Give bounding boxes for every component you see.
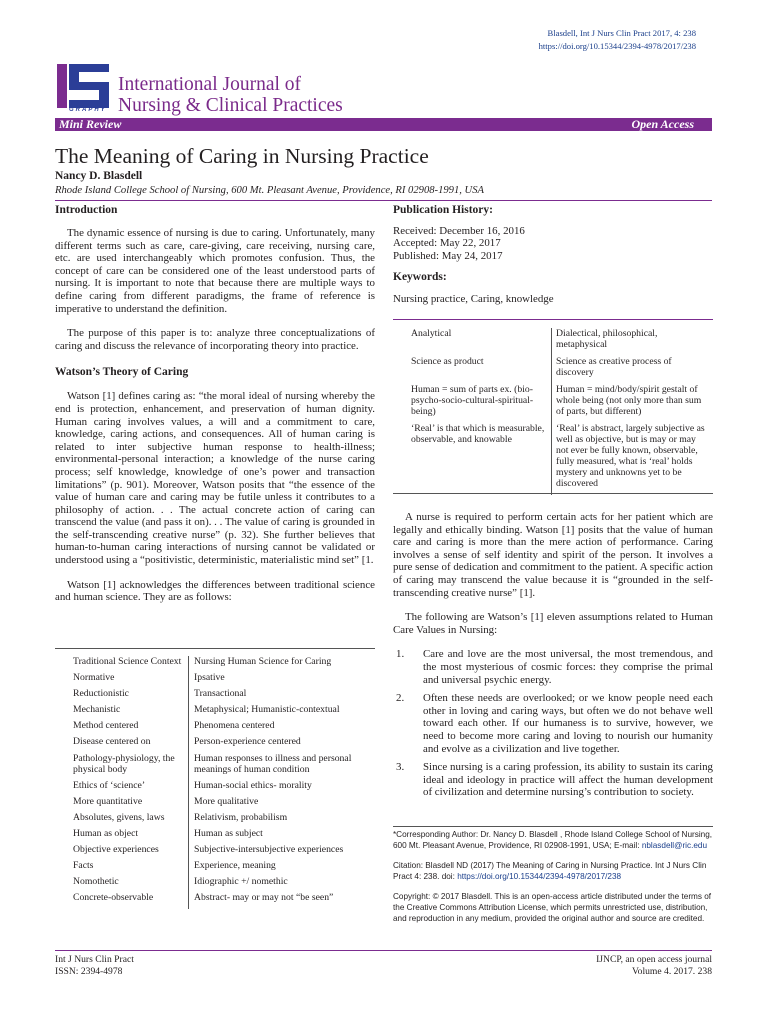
table-cell: Concrete-observable xyxy=(73,892,154,904)
list-item xyxy=(393,692,713,755)
citation-text: Citation: Blasdell ND (2017) The Meaning of Caring in Nursing Practice. Int J Nurs Clin Pract 4: 238. doi: xyxy=(393,861,707,881)
table-row xyxy=(393,328,713,356)
keywords-text: Nursing practice, Caring, knowledge xyxy=(393,292,554,305)
corresponding-author xyxy=(393,829,713,851)
table-cell: ‘Real’ is abstract, largely subjective as well as objective, but is may or may not ever be fully known, observable, fully measured, what is ‘real’ holds mystery and unknowns yet to be discovered xyxy=(552,423,714,495)
table-row xyxy=(55,736,375,752)
author-affiliation: Rhode Island College School of Nursing, 600 Mt. Pleasant Avenue, Providence, RI 02908-1991, USA xyxy=(55,185,484,196)
table-cell: Science as creative process of discovery xyxy=(552,356,714,384)
corresponding-author-text: *Corresponding Author: Dr. Nancy D. Blasdell , Rhode Island College School of Nursing, 600 Mt. Pleasant Avenue, Providence, RI 02908-1991, USA; E-mail: xyxy=(393,830,713,850)
watson-paragraph-2: Watson [1] acknowledges the differences between traditional science and human science. They are as follows: xyxy=(55,578,375,604)
logo-caption: GRAPHY xyxy=(69,107,107,113)
table-row xyxy=(55,753,375,780)
footer-rule xyxy=(55,950,712,951)
list-text: Often these needs are overlooked; or we know people need each other in loving and caring ways, but often we do not behave well toward each other. If our humaness is to survive, however, we need to become more caring and loving to nourish our humanity and evolve as a civilization and live together. xyxy=(423,692,713,755)
table-cell: Ipsative xyxy=(189,672,376,688)
list-item xyxy=(393,761,713,799)
intro-paragraph-2: The purpose of this paper is to: analyze three conceptualizations of caring and discuss the relevance of incorporating theory into practice. xyxy=(55,327,375,352)
right-body xyxy=(393,511,713,805)
table-cell: Transactional xyxy=(189,688,376,704)
citation-note xyxy=(393,860,713,882)
table-cell: Abstract- may or may not “be seen” xyxy=(189,892,376,908)
published-date: Published: May 24, 2017 xyxy=(393,249,503,262)
keywords-heading: Keywords: xyxy=(393,270,447,283)
table xyxy=(393,328,713,495)
table-header-row xyxy=(55,656,375,672)
right-paragraph-1: A nurse is required to perform certain acts for her patient which are legally and ethically binding. Watson [1] posits that the value of human care and caring is more than the mere action of performance. Caring involves a sense of self identity and spirit of the person. It involves a pure sense of dedication and commitment to the patient. A specific action of caring may transcend the value because it is “grounded in the self-transcending creative nurse” [1]. xyxy=(393,511,713,599)
article-notes xyxy=(393,826,713,924)
table-cell: Human as object xyxy=(73,828,139,840)
footer-journal: Int J Nurs Clin Pract xyxy=(55,954,134,965)
list-item xyxy=(393,648,713,686)
table-cell: Human = mind/body/spirit gestalt of whole being (not only more than sum of parts, but different) xyxy=(552,384,714,423)
article-author: Nancy D. Blasdell xyxy=(55,170,143,182)
table-cell: Normative xyxy=(73,672,115,684)
footer-journal-type: IJNCP, an open access journal xyxy=(596,954,712,965)
table-cell: Relativism, probabilism xyxy=(189,812,376,828)
table-cell: Mechanistic xyxy=(73,704,121,716)
article-title: The Meaning of Caring in Nursing Practice xyxy=(55,144,429,168)
table-cell: Subjective-intersubjective experiences xyxy=(189,844,376,860)
footer-left xyxy=(55,954,134,978)
section-heading-watson: Watson’s Theory of Caring xyxy=(55,366,189,379)
table-row xyxy=(55,780,375,796)
received-date: Received: December 16, 2016 xyxy=(393,225,525,237)
table-cell: More qualitative xyxy=(189,796,376,812)
table-cell: Nomothetic xyxy=(73,876,119,888)
table-cell: Person-experience centered xyxy=(189,736,376,752)
continued-comparison-table xyxy=(393,328,713,494)
table-bottom-rule xyxy=(393,493,713,494)
watson-paragraph-1: Watson [1] defines caring as: “the moral ideal of nursing whereby the end is protection, enhancement, and preservation of human dignity. Human caring involves values, a will and a commitment to care, knowledge, caring actions, and consequences. All of human caring is related to inter subjective human response to health-illness; environmental-personal interaction; a knowledge of the nurse caring process; self knowledge, knowledge of one’s power and transaction limitations” (p. 901). Moreover, Watson posits that “the essence of the value of human care and caring may be futile unless it contributes to a philosophy of action. . . The actual concrete action of caring can transcend the value (and pass it on). . . The value of caring is grounded in the self-transcending creative nurse” (p. 32). She further believes that human-to-human caring interactions of nursing cannot be validated or understood using a “positivistic, deterministic, materialistic mind set” [1. xyxy=(55,390,375,567)
list-number: 3. xyxy=(396,761,405,774)
assumption-list xyxy=(393,648,713,799)
table-row xyxy=(55,892,375,908)
table-cell: Reductionistic xyxy=(73,688,129,700)
table xyxy=(55,656,375,909)
list-text: Care and love are the most universal, the most tremendous, and the most mysterious of cosmic forces: they comprise the primal and universal psychic energy. xyxy=(423,648,713,686)
footer-right xyxy=(596,954,712,978)
citation-doi-link[interactable]: https://doi.org/10.15344/2394-4978/2017/238 xyxy=(457,872,622,881)
journal-name xyxy=(118,74,343,116)
citation-line-1: Blasdell, Int J Nurs Clin Pract 2017, 4: 238 xyxy=(547,28,696,38)
list-number: 2. xyxy=(396,692,405,705)
table-cell: Method centered xyxy=(73,720,139,732)
table-row xyxy=(55,828,375,844)
table-row xyxy=(55,796,375,812)
table-top-rule xyxy=(55,648,375,649)
table-cell: Pathology-physiology, the physical body xyxy=(73,752,175,775)
table-header-traditional: Traditional Science Context xyxy=(73,656,182,667)
table-row xyxy=(55,844,375,860)
table-cell: Human as subject xyxy=(189,828,376,844)
table-cell: Human responses to illness and personal meanings of human condition xyxy=(189,753,376,780)
section-heading-introduction: Introduction xyxy=(55,204,118,216)
right-rule xyxy=(393,319,713,320)
table-cell: Absolutes, givens, laws xyxy=(73,811,165,823)
table-row xyxy=(55,672,375,688)
intro-paragraph-1: The dynamic essence of nursing is due to caring. Unfortunately, many different terms such as care, care-giving, care receiving, nursing care, etc. are used interchangeably which promotes confusion. Thus, the concept of care can be considered one of the least understood parts of nursing. It is important to note that because there are multiple ways to define caring from different paradigms, the frame of reference is imperative to understand the definition. xyxy=(55,227,375,315)
table-cell: Phenomena centered xyxy=(189,720,376,736)
table-cell: Dialectical, philosophical, metaphysical xyxy=(552,328,714,356)
table-cell: Ethics of ‘science’ xyxy=(73,779,146,791)
science-comparison-table xyxy=(55,648,375,909)
table-row xyxy=(393,423,713,495)
accepted-date: Accepted: May 22, 2017 xyxy=(393,237,501,250)
journal-name-line-1: International Journal of xyxy=(118,74,302,95)
author-email-link[interactable]: nblasdell@ric.edu xyxy=(641,841,708,850)
journal-logo xyxy=(55,60,113,115)
table-row xyxy=(55,688,375,704)
notes-rule xyxy=(393,826,713,827)
table-cell: Human = sum of parts ex. (bio-psycho-socio-cultural-spiritual-being) xyxy=(411,384,534,417)
doi-link[interactable]: https://doi.org/10.15344/2394-4978/2017/238 xyxy=(538,40,696,51)
left-column xyxy=(55,204,375,604)
table-cell: Human-social ethics- morality xyxy=(189,780,376,796)
copyright-note: Copyright: © 2017 Blasdell. This is an open-access article distributed under the terms of the Creative Commons Attribution License, which permits unrestricted use, distribution, and reproduction in any medium, provided the original author and source are credited. xyxy=(393,892,712,923)
footer-issn: ISSN: 2394-4978 xyxy=(55,966,123,977)
header-divider xyxy=(55,200,712,201)
table-cell: More quantitative xyxy=(73,795,143,807)
right-column xyxy=(393,204,713,305)
table-cell: Idiographic +/ nomethic xyxy=(189,876,376,892)
table-cell: Metaphysical; Humanistic-contextual xyxy=(189,704,376,720)
table-row xyxy=(55,860,375,876)
table-cell: Analytical xyxy=(411,328,452,339)
footer-volume: Volume 4. 2017. 238 xyxy=(631,966,712,977)
header-citation xyxy=(539,27,696,52)
journal-name-line-2: Nursing & Clinical Practices xyxy=(118,95,343,116)
publication-history-heading: Publication History: xyxy=(393,204,493,216)
table-cell: ‘Real’ is that which is measurable, observable, and knowable xyxy=(411,423,545,445)
list-text: Since nursing is a caring profession, its ability to sustain its caring ideal and ideology in practice will affect the human development of civilization and determine nursing’s contribution to society. xyxy=(423,761,713,799)
table-row xyxy=(55,812,375,828)
table-row xyxy=(393,384,713,423)
article-type-bar xyxy=(55,118,712,131)
table-row xyxy=(55,876,375,892)
table-row xyxy=(393,356,713,384)
table-cell: Disease centered on xyxy=(73,736,151,748)
table-cell: Objective experiences xyxy=(73,844,159,856)
list-number: 1. xyxy=(396,648,405,661)
table-cell: Facts xyxy=(73,860,94,872)
table-row xyxy=(55,704,375,720)
table-row xyxy=(55,720,375,736)
table-cell: Science as product xyxy=(411,356,484,367)
article-type-label: Mini Review xyxy=(59,117,122,131)
table-cell: Experience, meaning xyxy=(189,860,376,876)
right-paragraph-2: The following are Watson’s [1] eleven assumptions related to Human Care Values in Nursing: xyxy=(393,611,713,636)
open-access-label: Open Access xyxy=(631,117,694,131)
table-header-human-science: Nursing Human Science for Caring xyxy=(189,656,376,672)
